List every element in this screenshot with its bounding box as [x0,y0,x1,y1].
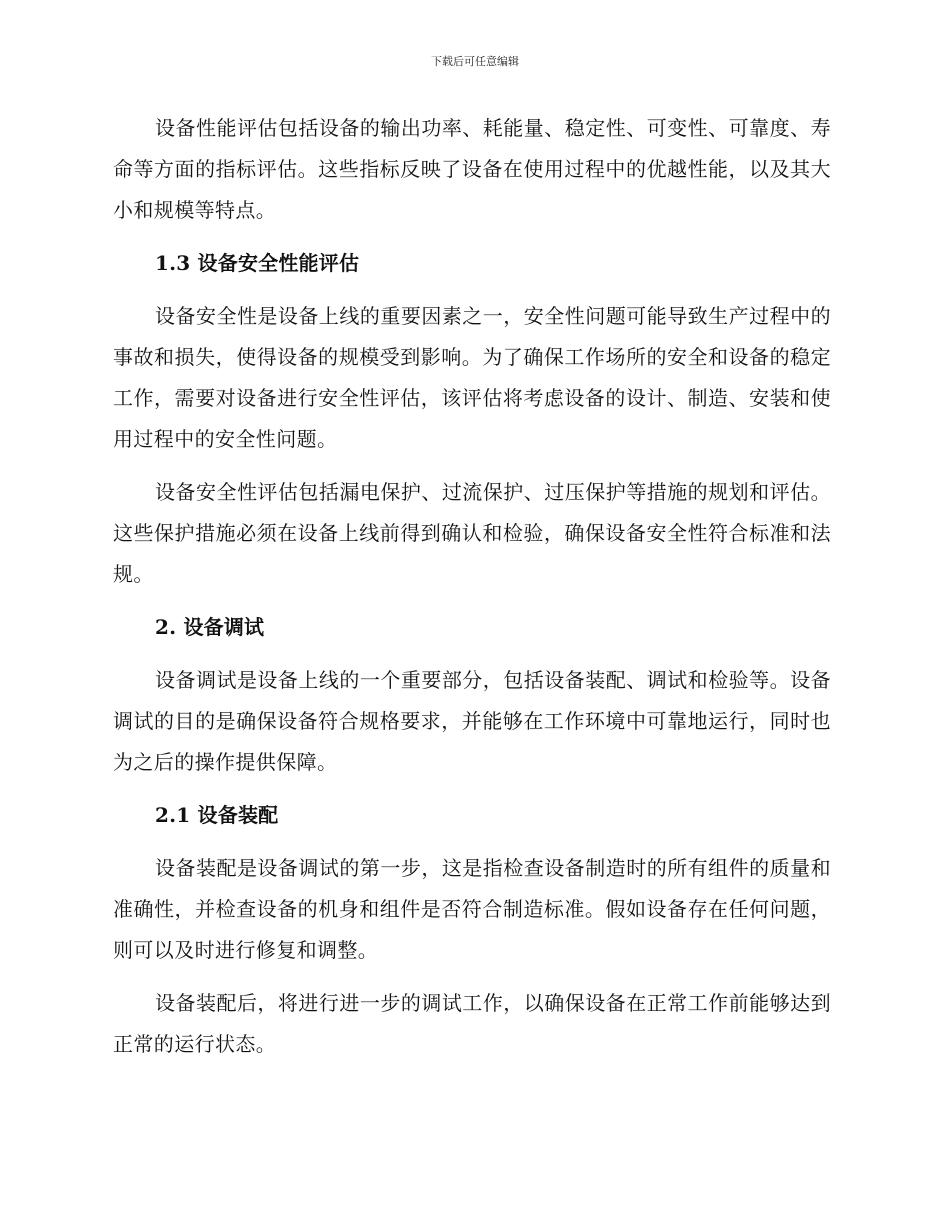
paragraph-performance-indicators: 设备性能评估包括设备的输出功率、耗能量、稳定性、可变性、可靠度、寿命等方面的指标评估。这些指标反映了设备在使用过程中的优越性能，以及其大小和规模等特点。 [113,116,831,222]
paragraph-commissioning-overview: 设备调试是设备上线的一个重要部分，包括设备装配、调试和检验等。设备调试的目的是确保设备符合规格要求，并能够在工作环境中可靠地运行，同时也为之后的操作提供保障。 [113,668,831,774]
paragraph-post-assembly: 设备装配后，将进行进一步的调试工作，以确保设备在正常工作前能够达到正常的运行状态。 [113,991,831,1056]
section-heading-1-3: 1.3 设备安全性能评估 [155,251,360,275]
paragraph-safety-measures: 设备安全性评估包括漏电保护、过流保护、过压保护等措施的规划和评估。这些保护措施必须在设备上线前得到确认和检验，确保设备安全性符合标准和法规。 [113,480,831,586]
section-heading-2: 2. 设备调试 [155,615,265,639]
paragraph-safety-importance: 设备安全性是设备上线的重要因素之一，安全性问题可能导致生产过程中的事故和损失，使得设备的规模受到影响。为了确保工作场所的安全和设备的稳定工作，需要对设备进行安全性评估，该评估将考虑设备的设计、制造、安装和使用过程中的安全性问题。 [113,304,831,451]
section-heading-2-1: 2.1 设备装配 [155,803,279,827]
paragraph-assembly-inspection: 设备装配是设备调试的第一步，这是指检查设备制造时的所有组件的质量和准确性，并检查设备的机身和组件是否符合制造标准。假如设备存在任何问题，则可以及时进行修复和调整。 [113,856,831,962]
document-body [113,108,831,1077]
page-header: 下载后可任意编辑 [431,55,519,68]
